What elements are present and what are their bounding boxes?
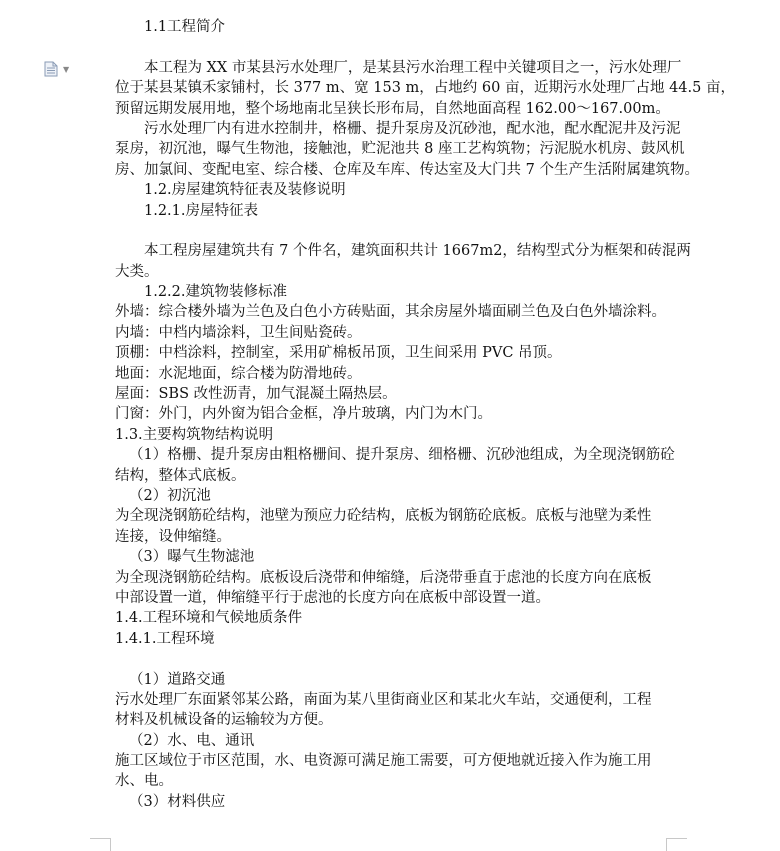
paragraph-line: 连接，设伸缩缝。 [115, 528, 231, 545]
paragraph-line: 门窗：外门，内外窗为铝合金框，净片玻璃，内门为木门。 [115, 406, 492, 423]
subheading: （1）道路交通 [129, 671, 226, 688]
subheading: （2）水、电、通讯 [129, 732, 255, 749]
paragraph-line: 屋面：SBS 改性沥青，加气混凝土隔热层。 [115, 386, 397, 403]
subheading: （2）初沉池 [129, 487, 211, 504]
paragraph-line: 污水处理厂内有进水控制井，格栅、提升泵房及沉砂池，配水池，配水配泥井及污泥 [144, 120, 681, 137]
paragraph-line: 位于某县某镇禾家铺村，长 377 m、宽 153 m，占地约 60 亩，近期污水处理厂占地 44.5 亩， [115, 80, 735, 97]
paragraph-line: 外墙：综合楼外墙为兰色及白色小方砖贴面，其余房屋外墙面刷兰色及白色外墙涂料。 [115, 304, 666, 321]
paragraph-line: 材料及机械设备的运输较为方便。 [115, 712, 333, 729]
paragraph-line: 本工程房屋建筑共有 7 个件名，建筑面积共计 1667m2，结构型式分为框架和砖混两 [144, 243, 691, 260]
heading-1-2-2: 1.2.2.建筑物装修标准 [144, 284, 288, 301]
paragraph-line: 为全现浇钢筋砼结构，池壁为预应力砼结构，底板为钢筋砼底板。底板与池壁为柔性 [115, 508, 652, 525]
chevron-down-icon[interactable]: ▼ [63, 65, 70, 74]
blank-line [115, 221, 675, 241]
paragraph-line: 大类。 [115, 263, 159, 280]
paragraph-line: 为全现浇钢筋砼结构。底板设后浇带和伸缩缝，后浇带垂直于虑池的长度方向在底板 [115, 569, 652, 586]
paragraph-line: 结构，整体式底板。 [115, 467, 246, 484]
heading-1-2: 1.2.房屋建筑特征表及装修说明 [144, 182, 346, 199]
paragraph-line: 顶棚：中档涂料，控制室，采用矿棉板吊顶，卫生间采用 PVC 吊顶。 [115, 345, 562, 362]
blank-line [115, 649, 675, 669]
subheading: （3）材料供应 [129, 793, 226, 810]
paragraph-line: （1）格栅、提升泵房由粗格栅间、提升泵房、细格栅、沉砂池组成，为全现浇钢筋砼 [129, 447, 675, 464]
document-body [115, 17, 735, 812]
heading-1-4-1: 1.4.1.工程环境 [115, 630, 215, 647]
heading-1-2-1: 1.2.1.房屋特征表 [144, 202, 259, 219]
document-icon[interactable] [44, 61, 58, 77]
heading-1-4: 1.4.工程环境和气候地质条件 [115, 610, 303, 627]
crop-mark-left [90, 838, 111, 851]
paragraph-line: 本工程为 XX 市某县污水处理厂，是某县污水治理工程中关键项目之一，污水处理厂 [144, 59, 682, 76]
heading-1-1: 1.1工程简介 [144, 19, 226, 35]
paragraph-line: 地面：水泥地面，综合楼为防滑地砖。 [115, 365, 362, 382]
paragraph-line: 房、加氯间、变配电室、综合楼、仓库及车库、传达室及大门共 7 个生产生活附属建筑物。 [115, 161, 699, 178]
paragraph-line: 水、电。 [115, 773, 173, 790]
crop-mark-right [666, 838, 687, 851]
paragraph-line: 泵房，初沉池，曝气生物池，接触池，贮泥池共 8 座工艺构筑物；污泥脱水机房、鼓风机 [115, 141, 685, 158]
paragraph-line: 中部设置一道，伸缩缝平行于虑池的长度方向在底板中部设置一道。 [115, 589, 550, 606]
paragraph-line: 内墙：中档内墙涂料，卫生间贴瓷砖。 [115, 324, 362, 341]
subheading: （3）曝气生物滤池 [129, 549, 255, 566]
paragraph-line: 污水处理厂东面紧邻某公路，南面为某八里街商业区和某北火车站，交通便利，工程 [115, 691, 652, 708]
paragraph-line: 施工区域位于市区范围，水、电资源可满足施工需要，可方便地就近接入作为施工用 [115, 753, 652, 770]
heading-1-3: 1.3.主要构筑物结构说明 [115, 426, 274, 443]
blank-line [115, 37, 675, 57]
paragraph-line: 预留远期发展用地，整个场地南北呈狭长形布局，自然地面高程 162.00～167.00m。 [115, 100, 670, 117]
